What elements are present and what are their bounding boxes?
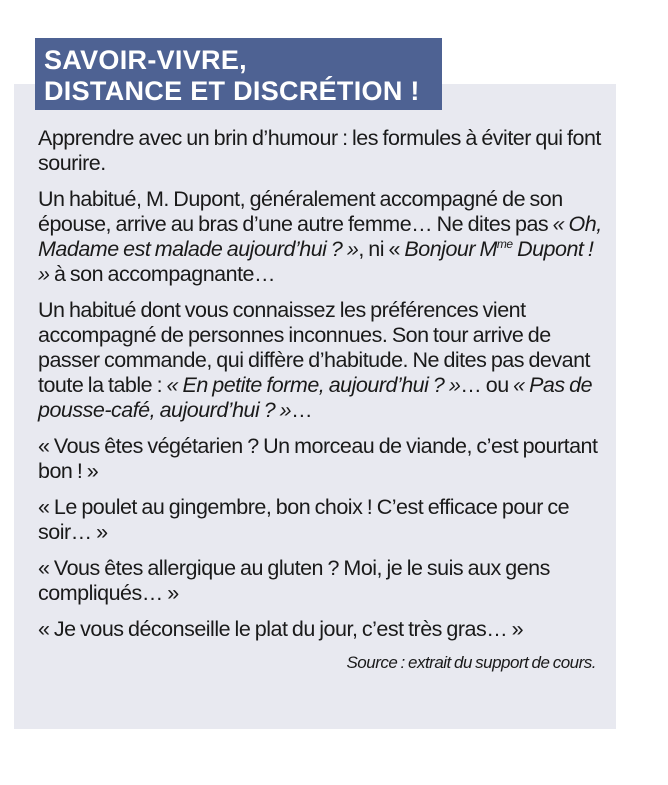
dupont-text-a: Un habitué, M. Dupont, généralement accompagné de son épouse, arrive au bras d’une autre femme… Ne dites pas [38, 187, 563, 236]
intro-paragraph [38, 126, 608, 176]
banner-title [44, 45, 420, 107]
quote-poulet [38, 495, 608, 545]
habitue-text-a: Un habitué dont vous connaissez les préférences vient accompagné de personnes inconnues. Son tour arrive de passer commande, qui diffère d’habitude. Ne dites pas devant toute la table : [38, 298, 591, 397]
paragraph-dupont [38, 187, 608, 287]
habitue-quote-1: « En petite forme, aujourd’hui ? » [166, 373, 461, 397]
quote-gluten [38, 556, 608, 606]
quote-plat-du-jour [38, 617, 608, 642]
article-body [38, 126, 608, 685]
banner-title-line2: DISTANCE ET DISCRÉTION ! [44, 76, 420, 106]
source-citation: Source : extrait du support de cours. [346, 653, 596, 672]
dupont-quote-sup: me [496, 237, 513, 251]
habitue-text-b: … ou [460, 373, 514, 397]
quote-plat-text: « Je vous déconseille le plat du jour, c’est très gras… » [38, 617, 524, 641]
quote-vegetarien-text: « Vous êtes végétarien ? Un morceau de viande, c’est pourtant bon ! » [38, 434, 598, 483]
title-banner [35, 38, 442, 110]
dupont-quote-1: « Oh, Madame est malade aujourd’hui ? » [38, 212, 602, 261]
dupont-quote-2b: Dupont ! » [38, 237, 594, 286]
paragraph-habitue [38, 298, 608, 423]
dupont-quote-2a: Bonjour M [404, 237, 497, 261]
habitue-text-c: … [291, 398, 313, 422]
habitue-quote-2: « Pas de pousse-café, aujourd’hui ? » [38, 373, 593, 422]
dupont-text-c: à son accompagnante… [49, 262, 276, 286]
banner-title-line1: SAVOIR-VIVRE, [44, 45, 247, 75]
dupont-text-b: , ni « [358, 237, 405, 261]
quote-vegetarien [38, 434, 608, 484]
quote-poulet-text: « Le poulet au gingembre, bon choix ! C’est efficace pour ce soir… » [38, 495, 570, 544]
quote-gluten-text: « Vous êtes allergique au gluten ? Moi, je le suis aux gens compliqués… » [38, 556, 550, 605]
intro-text: Apprendre avec un brin d’humour : les formules à éviter qui font sourire. [38, 126, 601, 175]
